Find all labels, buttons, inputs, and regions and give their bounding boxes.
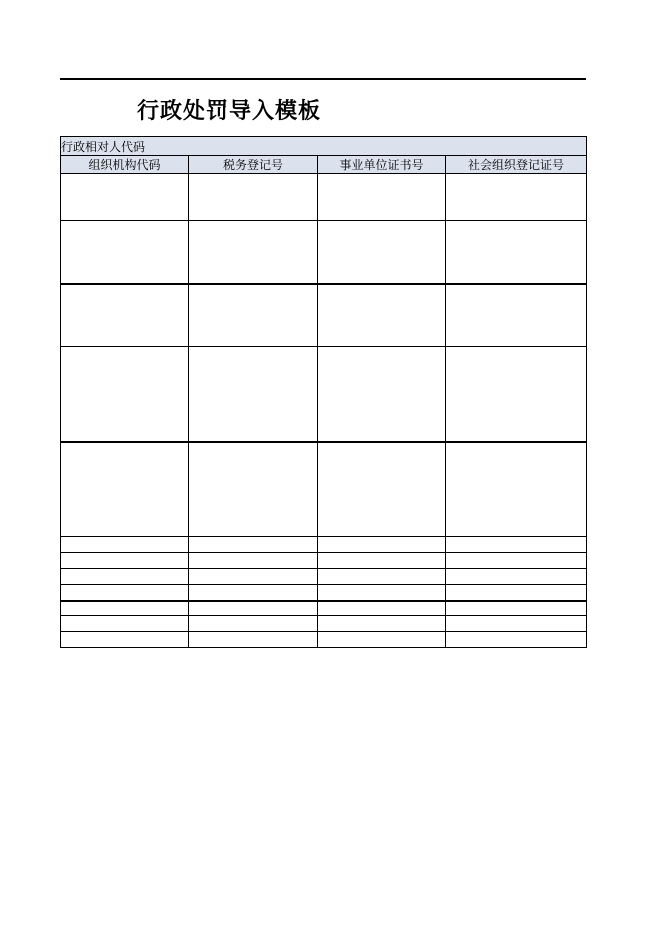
table-cell[interactable] xyxy=(446,442,587,537)
table-cell[interactable] xyxy=(189,632,318,648)
table-cell[interactable] xyxy=(61,347,189,442)
column-header-institution-cert-no: 事业单位证书号 xyxy=(318,156,446,174)
table-cell[interactable] xyxy=(446,221,587,284)
table-row xyxy=(61,537,587,553)
table-cell[interactable] xyxy=(446,174,587,221)
table-cell[interactable] xyxy=(446,284,587,347)
table-cell[interactable] xyxy=(446,569,587,585)
table-cell[interactable] xyxy=(61,553,189,569)
table-cell[interactable] xyxy=(189,585,318,601)
table-cell[interactable] xyxy=(318,221,446,284)
table-row xyxy=(61,632,587,648)
table-cell[interactable] xyxy=(318,284,446,347)
table-cell[interactable] xyxy=(61,616,189,632)
table-cell[interactable] xyxy=(189,221,318,284)
table-cell[interactable] xyxy=(318,569,446,585)
table-cell[interactable] xyxy=(446,347,587,442)
table-cell[interactable] xyxy=(446,601,587,616)
table-cell[interactable] xyxy=(318,537,446,553)
table-cell[interactable] xyxy=(61,537,189,553)
table-cell[interactable] xyxy=(446,616,587,632)
column-header-social-org-reg-no: 社会组织登记证号 xyxy=(446,156,587,174)
table-row xyxy=(61,174,587,221)
table-row xyxy=(61,569,587,585)
table-cell[interactable] xyxy=(189,569,318,585)
table-cell[interactable] xyxy=(318,553,446,569)
table-cell[interactable] xyxy=(189,601,318,616)
table-row xyxy=(61,616,587,632)
group-header-cell: 行政相对人代码 xyxy=(61,137,587,156)
table-cell[interactable] xyxy=(318,632,446,648)
column-header-tax-reg-no: 税务登记号 xyxy=(189,156,318,174)
group-header-row xyxy=(61,137,587,156)
document-title: 行政处罚导入模板 xyxy=(137,98,322,124)
table-cell[interactable] xyxy=(189,174,318,221)
table-cell[interactable] xyxy=(189,553,318,569)
table-row xyxy=(61,553,587,569)
column-header-org-code: 组织机构代码 xyxy=(61,156,189,174)
table-cell[interactable] xyxy=(61,221,189,284)
table-cell[interactable] xyxy=(318,174,446,221)
table-cell[interactable] xyxy=(61,569,189,585)
table-cell[interactable] xyxy=(446,585,587,601)
table-cell[interactable] xyxy=(446,553,587,569)
table-row xyxy=(61,601,587,616)
table-cell[interactable] xyxy=(446,537,587,553)
table-cell[interactable] xyxy=(189,284,318,347)
table-row xyxy=(61,347,587,442)
table-cell[interactable] xyxy=(189,537,318,553)
table-cell[interactable] xyxy=(61,601,189,616)
table-cell[interactable] xyxy=(61,632,189,648)
table-cell[interactable] xyxy=(318,616,446,632)
table-cell[interactable] xyxy=(318,601,446,616)
table-cell[interactable] xyxy=(446,632,587,648)
top-rule xyxy=(60,78,586,80)
table-row xyxy=(61,442,587,537)
table-cell[interactable] xyxy=(189,616,318,632)
table-cell[interactable] xyxy=(189,442,318,537)
column-header-row xyxy=(61,156,587,174)
table-cell[interactable] xyxy=(61,174,189,221)
table-cell[interactable] xyxy=(61,585,189,601)
table-cell[interactable] xyxy=(61,442,189,537)
penalty-import-table xyxy=(60,136,587,648)
table-cell[interactable] xyxy=(318,442,446,537)
table-cell[interactable] xyxy=(189,347,318,442)
table-cell[interactable] xyxy=(61,284,189,347)
table-row xyxy=(61,221,587,284)
table-row xyxy=(61,585,587,601)
table-cell[interactable] xyxy=(318,585,446,601)
table-row xyxy=(61,284,587,347)
table-cell[interactable] xyxy=(318,347,446,442)
